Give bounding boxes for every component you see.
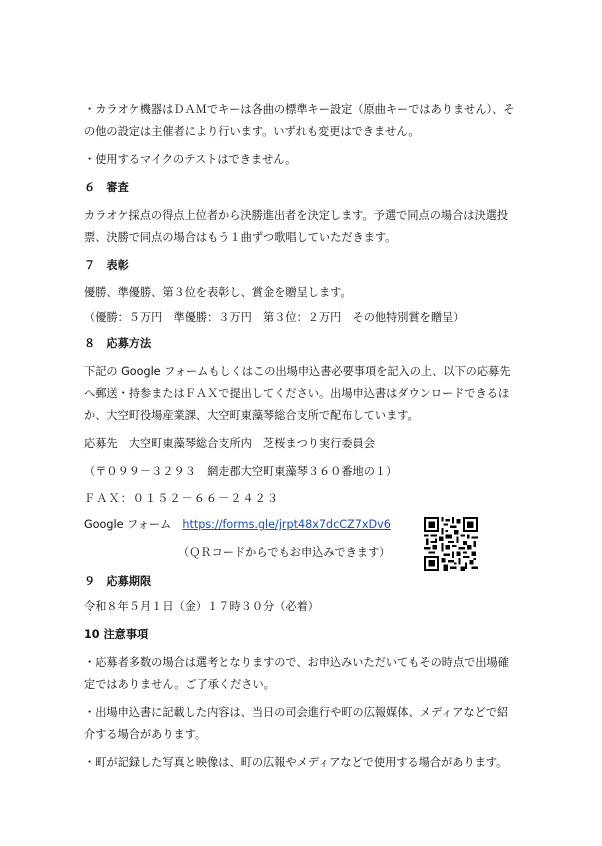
section10-bullet3-line1: ・町が記録した写真と映像は、町の広報やメディアなどで使用する場合があります。 — [84, 756, 508, 769]
mic-note: ・使用するマイクのテストはできません。 — [84, 153, 297, 166]
section10-heading: 10 注意事項 — [84, 628, 149, 641]
application-destination: 応募先 大空町東藻琴総合支所内 芝桜まつり実行委員会 — [84, 437, 375, 450]
section7-line2: （優勝：５万円 準優勝：３万円 第３位：２万円 その他特別賞を贈呈） — [84, 311, 465, 324]
qr-note: （ＱＲコードからでもお申込みできます） — [178, 546, 391, 559]
section8-line1: 下記の Google フォームもしくはこの出場申込書必要事項を記入の上、以下の応募先 — [84, 365, 511, 378]
section7-heading: ７ 表彰 — [84, 259, 129, 272]
google-form-label: Google フォーム — [84, 518, 183, 531]
section9-heading: ９ 応募期限 — [84, 575, 152, 588]
fax-number: ＦＡＸ：０１５２－６６－２４２３ — [84, 492, 280, 505]
section8-line3: か、大空町役場産業課、大空町東藻琴総合支所で配布しています。 — [84, 409, 419, 422]
postal-address: （〒０９９－３２９３ 網走郡大空町東藻琴３６０番地の１） — [84, 465, 398, 478]
section6-heading: ６ 審査 — [84, 181, 129, 194]
section8-line2: へ郵送・持参またはＦＡＸで提出してください。出場申込書はダウンロードできるほ — [84, 387, 510, 400]
section9-deadline: 令和８年５月１日（金）１７時３０分（必着） — [84, 600, 319, 613]
section10-bullet1-line2: 定ではありません。ご了承ください。 — [84, 678, 275, 691]
section8-heading: ８ 応募方法 — [84, 337, 152, 350]
karaoke-note-line2: の他の設定は主催者により行います。いずれも変更はできません。 — [84, 125, 420, 138]
karaoke-note-line1: ・カラオケ機器はＤＡＭでキーは各曲の標準キー設定（原曲キーではありません）、そ — [84, 103, 515, 116]
section6-line2: 票、決勝で同点の場合はもう１曲ずつ歌唱していただきます。 — [84, 231, 397, 244]
section10-bullet1-line1: ・応募者多数の場合は選考となりますので、お申込みいただいてもその時点で出場確 — [84, 656, 509, 669]
section6-line1: カラオケ採点の得点上位者から決勝進出者を決定します。予選で同点の場合は決選投 — [84, 209, 509, 222]
google-form-link[interactable]: https://forms.gle/jrpt48x7dcCZ7xDv6 — [182, 518, 391, 531]
section10-bullet2-line1: ・出場申込書に記載した内容は、当日の司会進行や町の広報媒体、メディアなどで紹 — [84, 706, 509, 719]
qr-code-icon[interactable] — [424, 517, 478, 571]
section10-bullet2-line2: 介する場合があります。 — [84, 728, 207, 741]
section7-line1: 優勝、準優勝、第３位を表彰し、賞金を贈呈します。 — [84, 286, 352, 299]
